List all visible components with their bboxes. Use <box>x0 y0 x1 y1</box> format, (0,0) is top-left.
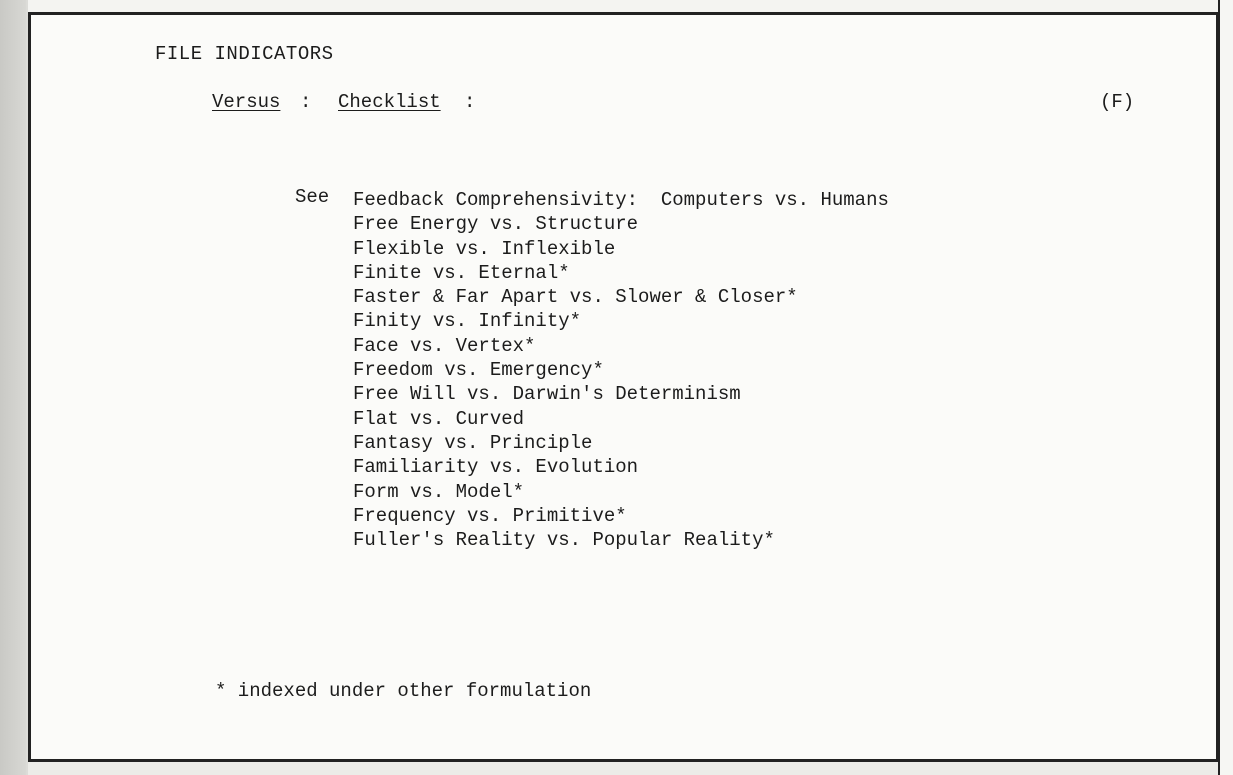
list-item: Face vs. Vertex* <box>353 334 536 357</box>
card-top-margin <box>28 0 1233 12</box>
versus-colon: : <box>300 91 312 113</box>
list-item: Frequency vs. Primitive* <box>353 504 627 527</box>
checklist-heading: Checklist <box>338 91 441 113</box>
list-item: Finite vs. Eternal* <box>353 261 570 284</box>
list-item: Feedback Comprehensivity: Computers vs. Humans <box>353 189 889 211</box>
list-item: Finity vs. Infinity* <box>353 310 582 333</box>
list-item: Free Will vs. Darwin's Determinism <box>353 383 741 406</box>
list-item: Flat vs. Curved <box>353 407 525 430</box>
list-item: Flexible vs. Inflexible <box>353 237 616 260</box>
card-right-margin <box>1218 0 1233 775</box>
page-title: FILE INDICATORS <box>155 43 334 65</box>
page-left-margin <box>0 0 26 775</box>
list-item: Form vs. Model* <box>353 480 525 503</box>
list-item: Faster & Far Apart vs. Slower & Closer* <box>353 286 798 309</box>
footnote: * indexed under other formulation <box>215 680 592 702</box>
card-bottom-margin <box>28 762 1233 775</box>
versus-heading: Versus <box>212 91 281 113</box>
see-label: See <box>295 186 330 208</box>
list-item: Fantasy vs. Principle <box>353 431 593 454</box>
checklist-colon: : <box>464 91 476 113</box>
list-item: Familiarity vs. Evolution <box>353 456 639 479</box>
list-item: Free Energy vs. Structure <box>353 213 639 236</box>
section-tag: (F) <box>1100 91 1135 113</box>
cross-reference-list <box>353 188 889 552</box>
list-item: Freedom vs. Emergency* <box>353 359 604 382</box>
list-item: Fuller's Reality vs. Popular Reality* <box>353 529 775 552</box>
